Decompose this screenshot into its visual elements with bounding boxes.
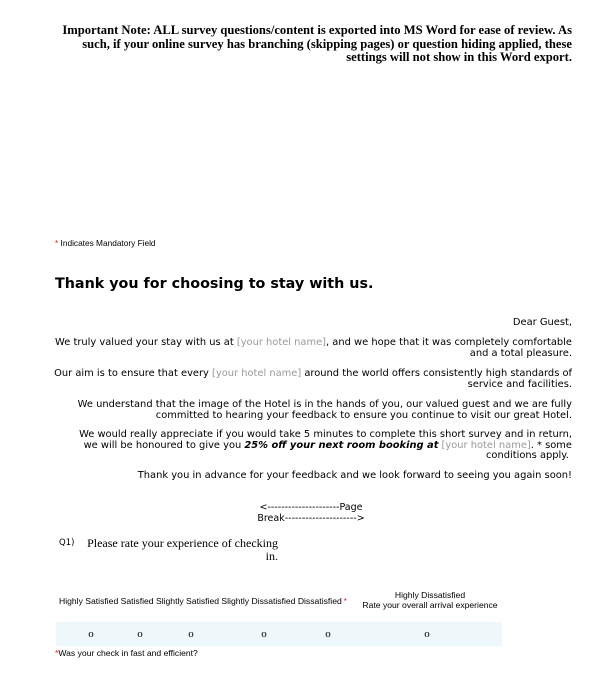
letter-p3-text-a: We understand that the image of the Hotel is in the hands of you, our valued guest and we are fully <box>77 399 572 410</box>
mandatory-field-legend <box>55 238 156 248</box>
question-text-line-2: in. <box>265 549 278 564</box>
highly-dissatisfied-label: Highly Dissatisfied <box>394 590 466 600</box>
letter-p1-text-b: , and we hope that it was completely comfortable <box>326 337 572 348</box>
radio-highly-dissatisfied[interactable]: o <box>424 628 430 640</box>
page-title: Thank you for choosing to stay with us. <box>55 276 374 292</box>
letter-p1-text-a: We truly valued your stay with us at <box>55 337 237 348</box>
mandatory-legend-text: Indicates Mandatory Field <box>60 238 156 248</box>
radio-slightly-satisfied[interactable]: o <box>188 628 194 640</box>
row-label: Rate your overall arrival experience <box>362 600 498 610</box>
letter-greeting: Dear Guest, <box>512 317 572 328</box>
question-number: Q1) <box>59 538 75 548</box>
letter-p2-text-c: service and facilities. <box>467 378 572 390</box>
page-break-line-2: Break---------------------> <box>257 512 365 524</box>
sub-question <box>55 648 198 658</box>
letter-paragraph-1 <box>40 338 572 359</box>
hotel-name-placeholder: [your hotel name] <box>212 368 302 379</box>
required-asterisk: * <box>343 597 347 606</box>
hotel-name-placeholder: [your hotel name] <box>438 439 531 451</box>
radio-slightly-dissatisfied[interactable]: o <box>261 628 267 640</box>
sub-question-text: Was your check in fast and efficient? <box>58 648 198 658</box>
rating-radio-row <box>56 622 502 646</box>
letter-paragraph-4 <box>40 430 572 462</box>
scale-labels-text: Highly Satisfied Satisfied Slightly Satisfied Slightly Dissatisfied Dissatisfied <box>59 596 342 606</box>
radio-dissatisfied[interactable]: o <box>325 628 331 640</box>
letter-p3-text-b: committed to hearing your feedback to ensure you continue to visit our great Hotel. <box>155 409 572 421</box>
letter-p4-text-d: conditions apply. <box>486 450 569 462</box>
rating-scale-labels <box>59 596 347 606</box>
required-asterisk: * <box>55 238 59 248</box>
export-note: Important Note: ALL survey questions/content is exported into MS Word for ease of review. As such, if your online survey has branching (skipping pages) or question hiding applied, these settings will not show in this Word export. <box>62 23 572 64</box>
letter-closing: Thank you in advance for your feedback and we look forward to seeing you again soon! <box>137 470 572 481</box>
letter-p4-text-b: we will be honoured to give you <box>83 439 245 451</box>
required-asterisk: * <box>55 648 59 658</box>
hotel-name-placeholder: [your hotel name] <box>236 337 327 348</box>
letter-p2-text-b: around the world offers consistently high standards of <box>301 368 572 379</box>
radio-satisfied[interactable]: o <box>137 628 143 640</box>
question-text <box>86 537 278 564</box>
letter-paragraph-3 <box>40 400 572 421</box>
page-break-line-1: <---------------------Page <box>259 502 363 513</box>
letter-p2-text-a: Our aim is to ensure that every <box>54 368 213 379</box>
letter-p4-text-c: . * some <box>530 439 572 451</box>
letter-p1-text-c: and a total pleasure. <box>469 347 572 359</box>
radio-highly-satisfied[interactable]: o <box>88 628 94 640</box>
rating-scale-header-right <box>360 590 500 610</box>
question-text-line-1: Please rate your experience of checking <box>87 536 278 550</box>
page-break-marker <box>240 503 382 524</box>
discount-offer: 25% off your next room booking at <box>244 439 439 451</box>
letter-paragraph-2 <box>40 369 572 390</box>
letter-p4-text-a: We would really appreciate if you would take 5 minutes to complete this short survey and in return, <box>79 429 572 440</box>
